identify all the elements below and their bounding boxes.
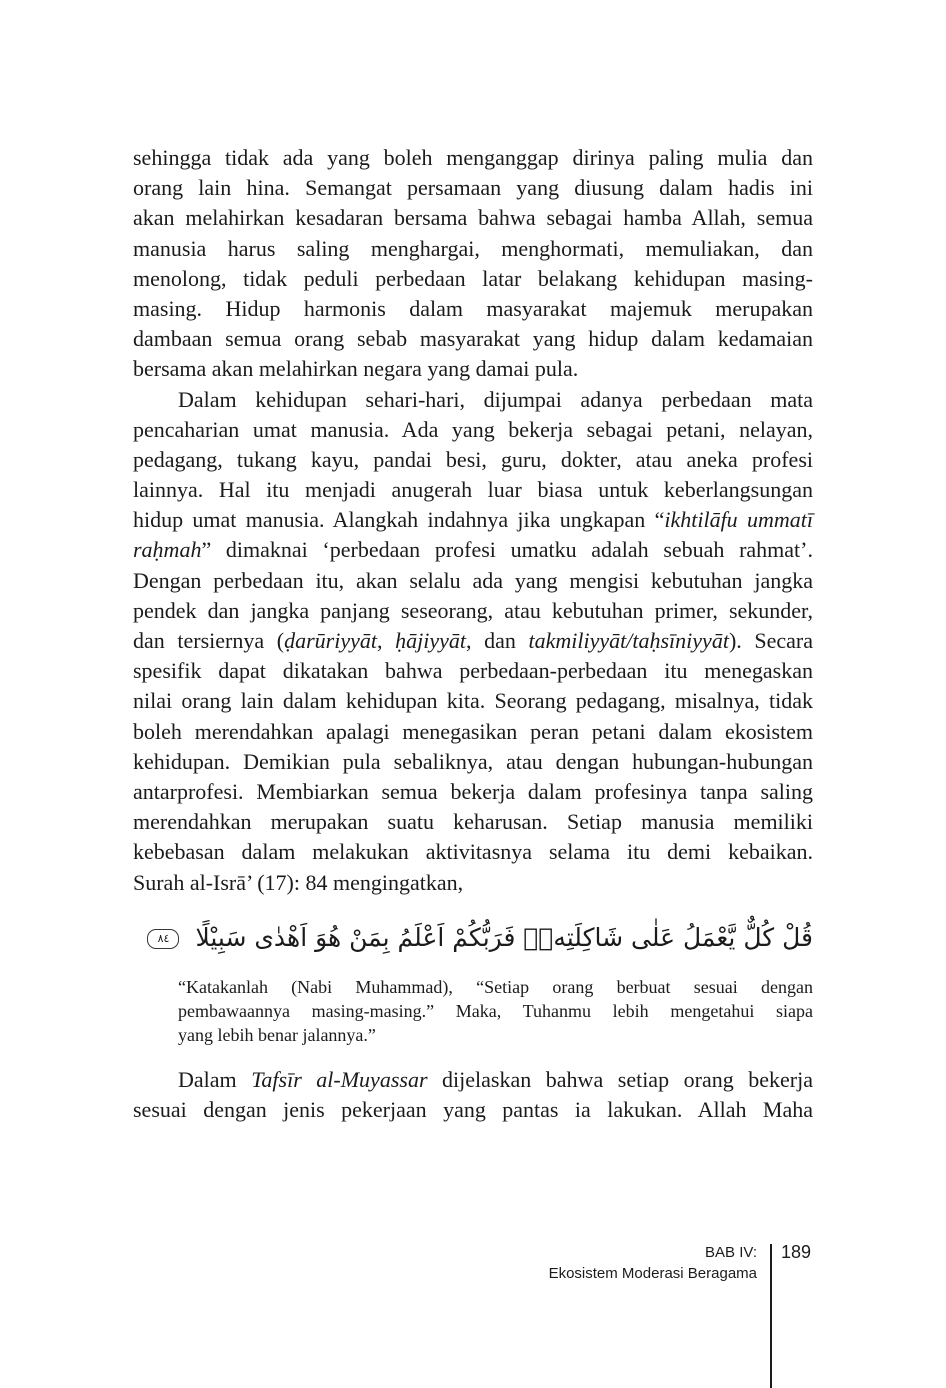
chapter-label: BAB IV: — [705, 1244, 757, 1261]
text-segment: Dalam — [178, 1067, 252, 1092]
text-segment: masing. Hidup harmonis dalam masyarakat majemuk merupakan — [133, 295, 813, 321]
text-line — [133, 505, 813, 535]
text-line — [133, 1095, 813, 1125]
page-number: 189 — [781, 1242, 812, 1262]
text-line — [133, 747, 813, 777]
text-line — [133, 354, 813, 384]
text-segment: pedagang, tukang kayu, pandai besi, guru, dokter, atau aneka profesi — [133, 446, 813, 472]
running-footer — [549, 1242, 757, 1284]
text-line — [178, 999, 813, 1023]
text-line — [133, 173, 813, 203]
text-segment: ” dimaknai ‘perbedaan profesi umatku adalah sebuah rahmat’. — [201, 537, 813, 563]
text-segment: dambaan semua orang sebab masyarakat yang hidup dalam kedamaian — [133, 326, 813, 352]
text-line — [133, 415, 813, 445]
text-line — [133, 234, 813, 264]
footer-divider — [770, 1244, 772, 1388]
text-segment: menolong, tidak peduli perbedaan latar belakang kehidupan masing- — [133, 265, 813, 291]
text-segment: , dan — [466, 628, 529, 653]
text-line — [133, 837, 813, 867]
text-segment: ). Secara — [728, 628, 814, 653]
text-line — [133, 777, 813, 807]
text-line — [133, 717, 813, 747]
text-segment: pendek dan jangka panjang seseorang, atau kebutuhan primer, sekunder, — [133, 597, 813, 623]
text-line — [178, 975, 813, 999]
text-segment: Dalam kehidupan sehari-hari, dijumpai adanya perbedaan mata — [178, 386, 813, 412]
continued-body-text — [133, 1065, 813, 1125]
text-line — [133, 264, 813, 294]
text-line — [133, 626, 813, 656]
text-segment: Surah al-Isrā’ (17): 84 mengingatkan, — [133, 869, 464, 895]
paragraph — [133, 385, 813, 898]
paragraph — [133, 143, 813, 385]
text-segment: akan melahirkan kesadaran bersama bahwa sebagai hamba Allah, semua — [133, 205, 813, 231]
text-line — [133, 686, 813, 716]
italic-term: ikhtilāfu ummatī — [664, 507, 813, 533]
text-line — [133, 566, 813, 596]
paragraph — [133, 1065, 813, 1125]
text-line — [133, 445, 813, 475]
text-segment: hidup umat manusia. Alangkah indahnya jika ungkapan “ — [133, 507, 665, 533]
text-segment: merendahkan merupakan suatu keharusan. Setiap manusia memiliki — [133, 809, 813, 835]
text-line — [133, 535, 813, 565]
text-segment: sesuai dengan jenis pekerjaan yang pantas ia lakukan. Allah Maha — [133, 1097, 813, 1123]
text-line — [133, 203, 813, 233]
text-line — [133, 385, 813, 415]
text-segment: manusia harus saling menghargai, menghormati, memuliakan, dan — [133, 235, 813, 261]
text-segment: , — [376, 628, 396, 653]
text-segment: dan tersiernya ( — [133, 628, 285, 653]
quran-verse — [133, 912, 813, 964]
text-line — [133, 143, 813, 173]
text-segment: spesifik dapat dikatakan bahwa perbedaan-perbedaan itu menegaskan — [133, 658, 813, 684]
text-line — [133, 1065, 813, 1095]
italic-term: Tafsīr al-Muyassar — [251, 1067, 428, 1092]
text-line — [133, 596, 813, 626]
text-line — [133, 294, 813, 324]
text-line — [133, 656, 813, 686]
text-line — [178, 1023, 813, 1047]
text-segment: orang lain hina. Semangat persamaan yang diusung dalam hadis ini — [133, 175, 813, 201]
italic-term: raḥmah — [133, 537, 202, 563]
verse-number-marker: ٨٤ — [147, 929, 179, 949]
text-line — [133, 475, 813, 505]
text-segment: “Katakanlah (Nabi Muhammad), “Setiap orang berbuat sesuai dengan — [178, 977, 813, 997]
italic-term: ḍarūriyyāt — [284, 628, 377, 653]
verse-arabic-text: قُلْ كُلٌّ يَّعْمَلُ عَلٰى شَاكِلَتِهٖۗ فَرَبُّكُمْ اَعْلَمُ بِمَنْ هُوَ اَهْدٰى سَبِيْلًا — [195, 923, 813, 952]
text-segment: antarprofesi. Membiarkan semua bekerja dalam profesinya tanpa saling — [133, 778, 813, 804]
text-segment: boleh merendahkan apalagi menegasikan peran petani dalam ekosistem — [133, 718, 813, 744]
text-line — [133, 324, 813, 354]
main-body-text — [133, 143, 813, 898]
chapter-title: Ekosistem Moderasi Beragama — [548, 1265, 757, 1282]
text-segment: bersama akan melahirkan negara yang damai pula. — [133, 356, 579, 382]
text-segment: lainnya. Hal itu menjadi anugerah luar biasa untuk keberlangsungan — [133, 477, 813, 503]
text-segment: dijelaskan bahwa setiap orang bekerja — [427, 1067, 813, 1092]
text-segment: Dengan perbedaan itu, akan selalu ada yang mengisi kebutuhan jangka — [133, 567, 813, 593]
text-line — [133, 807, 813, 837]
italic-term: takmiliyyāt/taḥsīniyyāt — [528, 628, 729, 653]
text-line — [133, 868, 813, 898]
text-segment: sehingga tidak ada yang boleh menganggap dirinya paling mulia dan — [133, 145, 813, 170]
text-segment: kebebasan dalam melakukan aktivitasnya selama itu demi kebaikan. — [133, 839, 813, 865]
text-segment: pembawaannya masing-masing.” Maka, Tuhanmu lebih mengetahui siapa — [178, 1001, 813, 1021]
text-segment: nilai orang lain dalam kehidupan kita. Seorang pedagang, misalnya, tidak — [133, 688, 813, 714]
text-segment: pencaharian umat manusia. Ada yang bekerja sebagai petani, nelayan, — [133, 416, 813, 442]
verse-translation — [178, 975, 813, 1047]
text-segment: kehidupan. Demikian pula sebaliknya, atau dengan hubungan-hubungan — [133, 748, 813, 774]
text-segment: yang lebih benar jalannya.” — [178, 1025, 376, 1045]
italic-term: ḥājiyyāt — [395, 628, 466, 653]
